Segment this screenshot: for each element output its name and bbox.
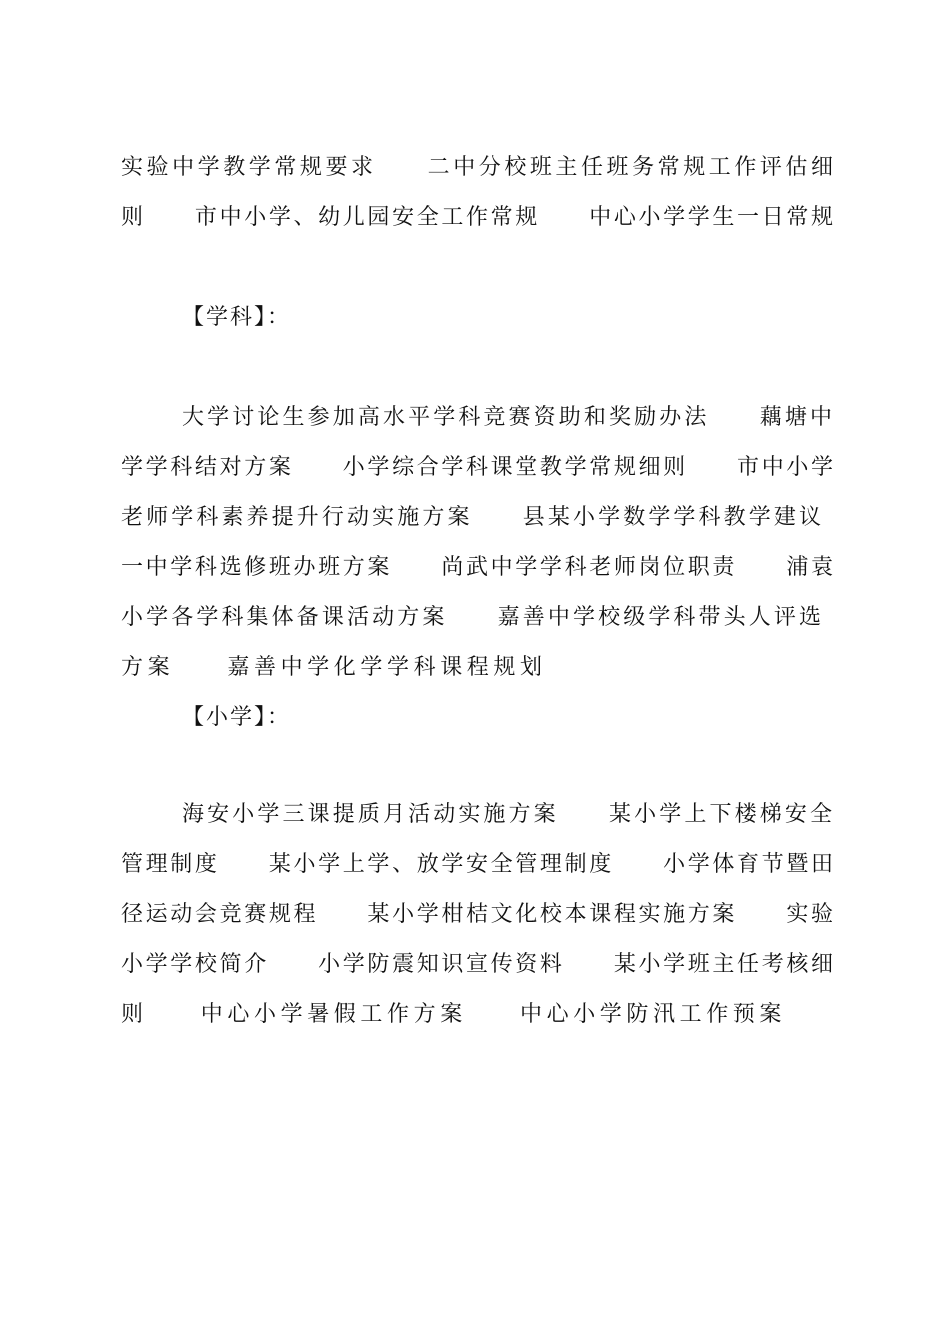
text-line: 一中学科选修班办班方案 尚武中学学科老师岗位职责 浦袁 — [121, 555, 833, 580]
text-line: 管理制度 某小学上学、放学安全管理制度 小学体育节暨田 — [121, 852, 833, 877]
section-heading-subject: 【学科】： — [182, 305, 292, 330]
text-line: 海安小学三课提质月活动实施方案 某小学上下楼梯安全 — [182, 802, 832, 827]
section-heading-primary: 【小学】： — [182, 705, 292, 730]
text-line: 大学讨论生参加高水平学科竞赛资助和奖励办法 藕塘中 — [182, 405, 832, 430]
text-line: 小学各学科集体备课活动方案 嘉善中学校级学科带头人评选 — [121, 605, 821, 630]
text-line: 学学科结对方案 小学综合学科课堂教学常规细则 市中小学 — [121, 455, 833, 480]
text-line: 径运动会竞赛规程 某小学柑桔文化校本课程实施方案 实验 — [121, 902, 833, 927]
text-line: 老师学科素养提升行动实施方案 县某小学数学学科教学建议 — [121, 505, 821, 530]
text-line: 小学学校简介 小学防震知识宣传资料 某小学班主任考核细 — [121, 952, 833, 977]
text-line: 则 市中小学、幼儿园安全工作常规 中心小学学生一日常规 — [121, 205, 833, 230]
text-line: 则 中心小学暑假工作方案 中心小学防汛工作预案 — [121, 1002, 787, 1027]
text-line: 实验中学教学常规要求 二中分校班主任班务常规工作评估细 — [121, 155, 833, 180]
text-line: 方案 嘉善中学化学学科课程规划 — [121, 655, 547, 680]
